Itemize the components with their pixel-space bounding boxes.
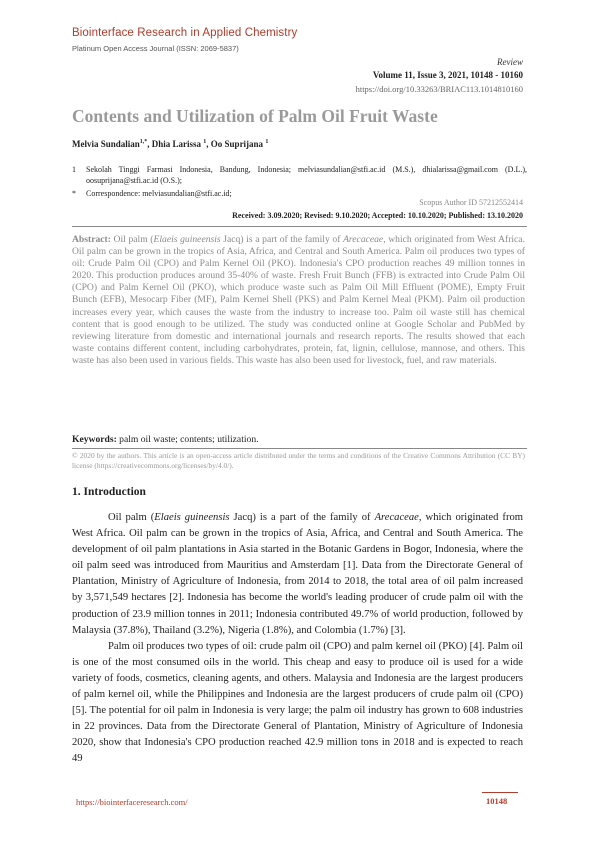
keywords-label: Keywords: <box>72 434 117 445</box>
species-name: Elaeis guineensis <box>153 234 221 245</box>
author-separator: , <box>206 139 211 149</box>
author-affiliation-mark: 1,* <box>139 139 148 145</box>
volume-info: Volume 11, Issue 3, 2021, 10148 - 10160 <box>372 70 523 80</box>
abstract-text: Jacq) is a part of the family of <box>220 234 344 245</box>
journal-subline: Platinum Open Access Journal (ISSN: 2069-5837) <box>72 44 239 53</box>
footer-url-link[interactable]: https://biointerfaceresearch.com/ <box>76 797 188 807</box>
publication-dates: Received: 3.09.2020; Revised: 9.10.2020; Accepted: 10.10.2020; Published: 13.10.2020 <box>232 211 523 220</box>
paragraph-text: Jacq) is a part of the family of <box>229 512 375 523</box>
divider <box>72 226 527 227</box>
family-name: Arecaceae <box>374 512 419 523</box>
author-affiliation-mark: 1 <box>203 139 207 145</box>
author-affiliation-mark: 1 <box>265 139 269 145</box>
paragraph-text: , which originated from West Africa. Oil palm can be grown in the tropics of Asia, Africa, and Central and South America. The development of oil palm plantations in Asia started in the Botanic Gardens in Bogor, Indonesia, where the oil palm seed was introduced from Mauritius and Amsterdam [1]. Data from the Directorate General of Plantation, Ministry of Agriculture of Indonesia, from 2014 to 2018, the total area of oil palm increased by 3,571,549 hectares [2]. Indonesia has become the world's leading producer of crude palm oil with the production of 23.9 million tonnes in 2011; Indonesia contributed 49.7% of world production, followed by Malaysia (37.8%), Thailand (3.2%), Nigeria (1.8%), and Colombia (1.7%) [3]. <box>72 512 524 636</box>
section-heading: 1. Introduction <box>72 486 146 498</box>
abstract-label: Abstract: <box>72 234 111 245</box>
author-name: Dhia Larissa <box>151 139 202 149</box>
paragraph: Palm oil produces two types of oil: crude palm oil (CPO) and palm kernel oil (PKO) [4]. Palm oil is one of the most consumed oils in the world. This cheap and easy to produce oil is used for a wide variety of foods, cosmetics, cleaning agents, and others. Malaysia and Indonesia are the largest producers of palm kernel oil, while the Philippines and Indonesia are the largest producers of crude palm oil (CPO) [5]. The potential for oil palm in Indonesia is very large; the palm oil industry has grown to 608 industries in 22 provinces. Data from the Directorate General of Plantation, Ministry of Agriculture of Indonesia 2020, show that Indonesia's CPO production reached 42.9 million tons in 2018 and is expected to reach 49 <box>72 640 523 765</box>
abstract-text: , which originated from West Africa. Oil palm can be grown in the tropics of Asia, Africa, and Central and South America. Palm oil produces two types of oil: Crude Palm Oil (CPO) and Palm Kernel Oil (PKO). Indonesia's CPO production reaches 49 million tonnes in 2020. This production produces around 35-40% of waste. Fresh Fruit Bunch (FFB) is extracted into Crude Palm Oil (CPO) and Palm Kernel Oil (PKO), which produce waste such as Palm Oil Mill Effluent (POME), Empty Fruit Bunch (EFB), Mesocarp Fiber (MF), Palm Kernel Shell (PKS) and Palm Kernel Meal (PKM). Palm oil production increases every year, which causes the waste from the industry to increase too. Palm oil waste still has chemical content that is good enough to be utilized. The study was conducted online at Google Scholar and PubMed by reviewing literature from domestic and international journals and research reports. The results showed that each waste contains different content, including carbohydrates, protein, fat, lignin, cellulose, mannose, and others. This waste has also been used in various fields. This waste has also been used for livestock, fuel, and raw materials. <box>72 234 525 366</box>
article-type: Review <box>497 57 523 67</box>
license-notice: © 2020 by the authors. This article is an open-access article distributed under the terms and conditions of the Creative Commons Attribution (CC BY) license (https://creativecommons.org/licenses/by/4.0/). <box>72 451 525 470</box>
species-name: Elaeis guineensis <box>154 512 230 523</box>
paragraph-text: Oil palm ( <box>108 512 155 523</box>
family-name: Arecaceae <box>343 234 384 245</box>
divider <box>72 448 527 449</box>
page-number: 10148 <box>486 796 508 806</box>
footer-divider <box>482 792 518 793</box>
author-separator: , <box>147 139 152 149</box>
author-name: Melvia Sundalian <box>72 139 140 149</box>
affiliation-text: Sekolah Tinggi Farmasi Indonesia, Bandung, Indonesia; melviasundalian@stfi.ac.id (M.S.), dhialarissa@gmail.com (D.L.), oosuprijana@stfi.ac.id (O.S.); <box>86 165 527 185</box>
author-name: Oo Suprijana <box>210 139 264 149</box>
keywords-text: palm oil waste; contents; utilization. <box>116 434 259 445</box>
keywords <box>72 434 259 445</box>
article-title: Contents and Utilization of Palm Oil Fruit Waste <box>72 106 438 126</box>
affiliation-number: * <box>72 189 76 198</box>
abstract <box>72 234 525 367</box>
journal-name: Biointerface Research in Applied Chemistry <box>72 27 298 39</box>
affiliation-number: 1 <box>72 165 76 174</box>
doi-link[interactable]: https://doi.org/10.33263/BRIAC113.1014810160 <box>355 84 523 94</box>
scopus-author-id: Scopus Author ID 57212552414 <box>419 198 523 207</box>
affiliation-item <box>72 164 527 186</box>
author-list <box>72 139 268 149</box>
paragraph <box>72 510 523 639</box>
article-body <box>72 510 523 768</box>
correspondence-text: Correspondence: melviasundalian@stfi.ac.id; <box>86 189 232 198</box>
abstract-text: Oil palm ( <box>110 234 154 245</box>
